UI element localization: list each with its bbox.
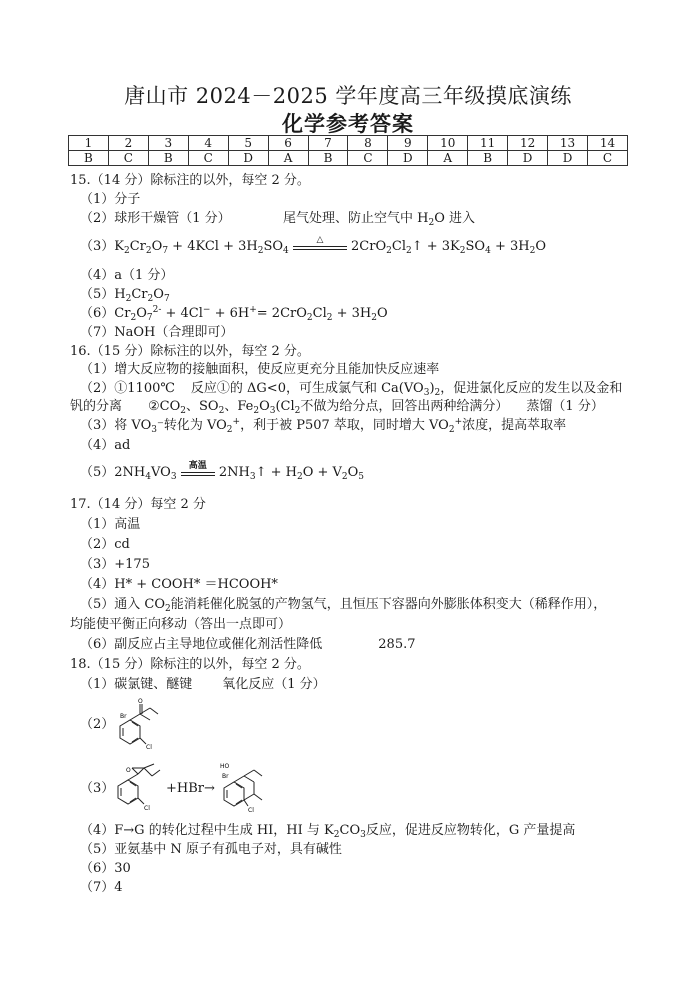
q15-answer-3-equation: $(3)K_2Cr_2O_7 + 4KCl + 3H_2SO_4$ △ $2CrO_2Cl_2↑ + 3K_2SO_4 + 3H_2O$ [80,235,546,256]
q15-answer-2: （2）球形干燥管（1 分） 尾气处理、防止空气中 $H_2O$ 进入 [80,211,475,228]
q17-answer-3: （3）+175 [80,557,150,572]
q18-answer-6: （6）30 [80,861,131,876]
q17-answer-2: （2）cd [80,537,130,552]
svg-text:Br: Br [120,713,127,720]
answer-table-number-row [69,136,628,151]
q17-answer-6: （6）副反应占主导地位或催化剂活性降低 285.7 [80,637,416,652]
svg-text:Br: Br [222,773,229,780]
q15-answer-4: （4）a（1 分） [80,268,174,283]
q18-answer-7: （7）4 [80,880,123,895]
answer-table-answer-cell: D [508,151,548,166]
answer-table-answer-cell: C [108,151,148,166]
svg-text:HO: HO [220,763,230,770]
q18-answer-1: （1）碳氯键、醚键 氧化反应（1 分） [80,677,326,692]
heat-condition-arrow: △ [293,245,347,250]
epoxide-structure-icon [110,760,172,814]
high-temp-condition-arrow: 高温 [181,471,215,476]
answer-table-number-cell: 13 [548,136,588,151]
answer-table-answer-cell: D [548,151,588,166]
svg-text:O: O [126,767,131,774]
q18-answer-3-label: （3） [80,781,115,796]
answer-table-number-cell: 10 [428,136,468,151]
q17-answer-5-line-1: （5）通入 $CO_2$能消耗催化脱氢的产物氢气，且恒压下容器向外膨胀体积变大（稀释作用）， [80,597,607,614]
svg-text:O: O [138,698,143,705]
answer-table-number-cell: 8 [348,136,388,151]
svg-text:Cl: Cl [146,744,152,751]
q15-answer-7: （7）NaOH（合理即可） [80,325,234,340]
answer-table-answer-cell: C [348,151,388,166]
answer-table-number-cell: 4 [188,136,228,151]
q17-answer-1: （1）高温 [80,517,141,532]
q15-heading: 15.（14 分）除标注的以外，每空 2 分。 [70,173,310,188]
q17-answer-4: （4）H* + COOH* ＝HCOOH* [80,577,278,592]
q15-answer-5: $(5)H_2Cr_2O_7$ [80,287,170,304]
answer-table-answer-cell: B [69,151,109,166]
q18-answer-2-label: （2） [80,717,115,732]
answer-table-number-cell: 11 [468,136,508,151]
answer-table-number-cell: 1 [69,136,109,151]
answer-table-answer-cell: A [428,151,468,166]
q18-heading: 18.（15 分）除标注的以外，每空 2 分。 [70,657,310,672]
q18-answer-4: （4）F→G 的转化过程中生成 HI，HI 与 $K_2CO_3$反应，促进反应物转化，G 产量提高 [80,823,576,840]
q17-heading: 17.（14 分）每空 2 分 [70,497,206,512]
answer-table [68,135,628,166]
q18-answer-3-epoxide-structure [110,760,172,814]
q16-answer-5-equation: $(5)2NH_4VO_3$ 高温 $2NH_3↑ + H_2O + V_2O_5$ [80,461,365,482]
q18-answer-3-reagent: +HBr→ [166,781,215,796]
answer-table-number-cell: 14 [587,136,627,151]
q16-answer-3: （3）将 $VO_3^-$转化为 $VO_2^+$，利于被 P507 萃取，同时增大 $VO_2^+$浓度，提高萃取率 [80,417,567,435]
answer-table-answer-row [69,151,628,166]
bromoketone-structure-icon [110,698,174,754]
q16-answer-2-line-1: （2）①1100℃ 反应①的 ΔG<0，可生成氯气和 $Ca(VO_3)_2$，促进氯化反应的发生以及金和 [80,381,623,398]
q15-answer-6: $(6)Cr_2O_7^{2-} + 4Cl^- + 6H^+= 2CrO_2Cl_2 + 3H_2O$ [80,305,388,323]
answer-table-answer-cell: D [388,151,428,166]
q15-answer-1: （1）分子 [80,192,141,207]
answer-table-number-cell: 2 [108,136,148,151]
q17-answer-5-line-2: 均能使平衡正向移动（答出一点即可） [70,617,292,632]
q16-answer-2-line-2: 钒的分离 $②CO_2$、$SO_2$、$Fe_2O_3(Cl_2$不做为给分点，回答出两种给满分） 蒸馏（1 分） [70,399,604,416]
q18-answer-3-product-structure [218,760,282,816]
answer-table-answer-cell: B [148,151,188,166]
answer-table-number-cell: 12 [508,136,548,151]
q16-heading: 16.（15 分）除标注的以外，每空 2 分。 [70,344,310,359]
answer-table-answer-cell: C [188,151,228,166]
bromohydrin-structure-icon [218,760,282,816]
answer-table-number-cell: 6 [268,136,308,151]
answer-table-answer-cell: C [587,151,627,166]
page-subtitle: 化学参考答案 [282,111,414,136]
page-title: 唐山市 2024－2025 学年度高三年级摸底演练 [124,84,572,108]
q16-answer-1: （1）增大反应物的接触面积，使反应更充分且能加快反应速率 [80,362,440,377]
svg-text:Cl: Cl [248,807,254,814]
answer-table-answer-cell: B [468,151,508,166]
answer-table-answer-cell: B [308,151,348,166]
answer-table-number-cell: 7 [308,136,348,151]
svg-text:Cl: Cl [144,805,150,812]
q18-answer-2-structure [110,698,174,754]
answer-table-answer-cell: D [228,151,268,166]
answer-table-number-cell: 5 [228,136,268,151]
q18-answer-5: （5）亚氨基中 N 原子有孤电子对，具有碱性 [80,842,342,857]
answer-table-number-cell: 9 [388,136,428,151]
q16-answer-4: （4）ad [80,438,131,453]
answer-table-answer-cell: A [268,151,308,166]
answer-table-number-cell: 3 [148,136,188,151]
